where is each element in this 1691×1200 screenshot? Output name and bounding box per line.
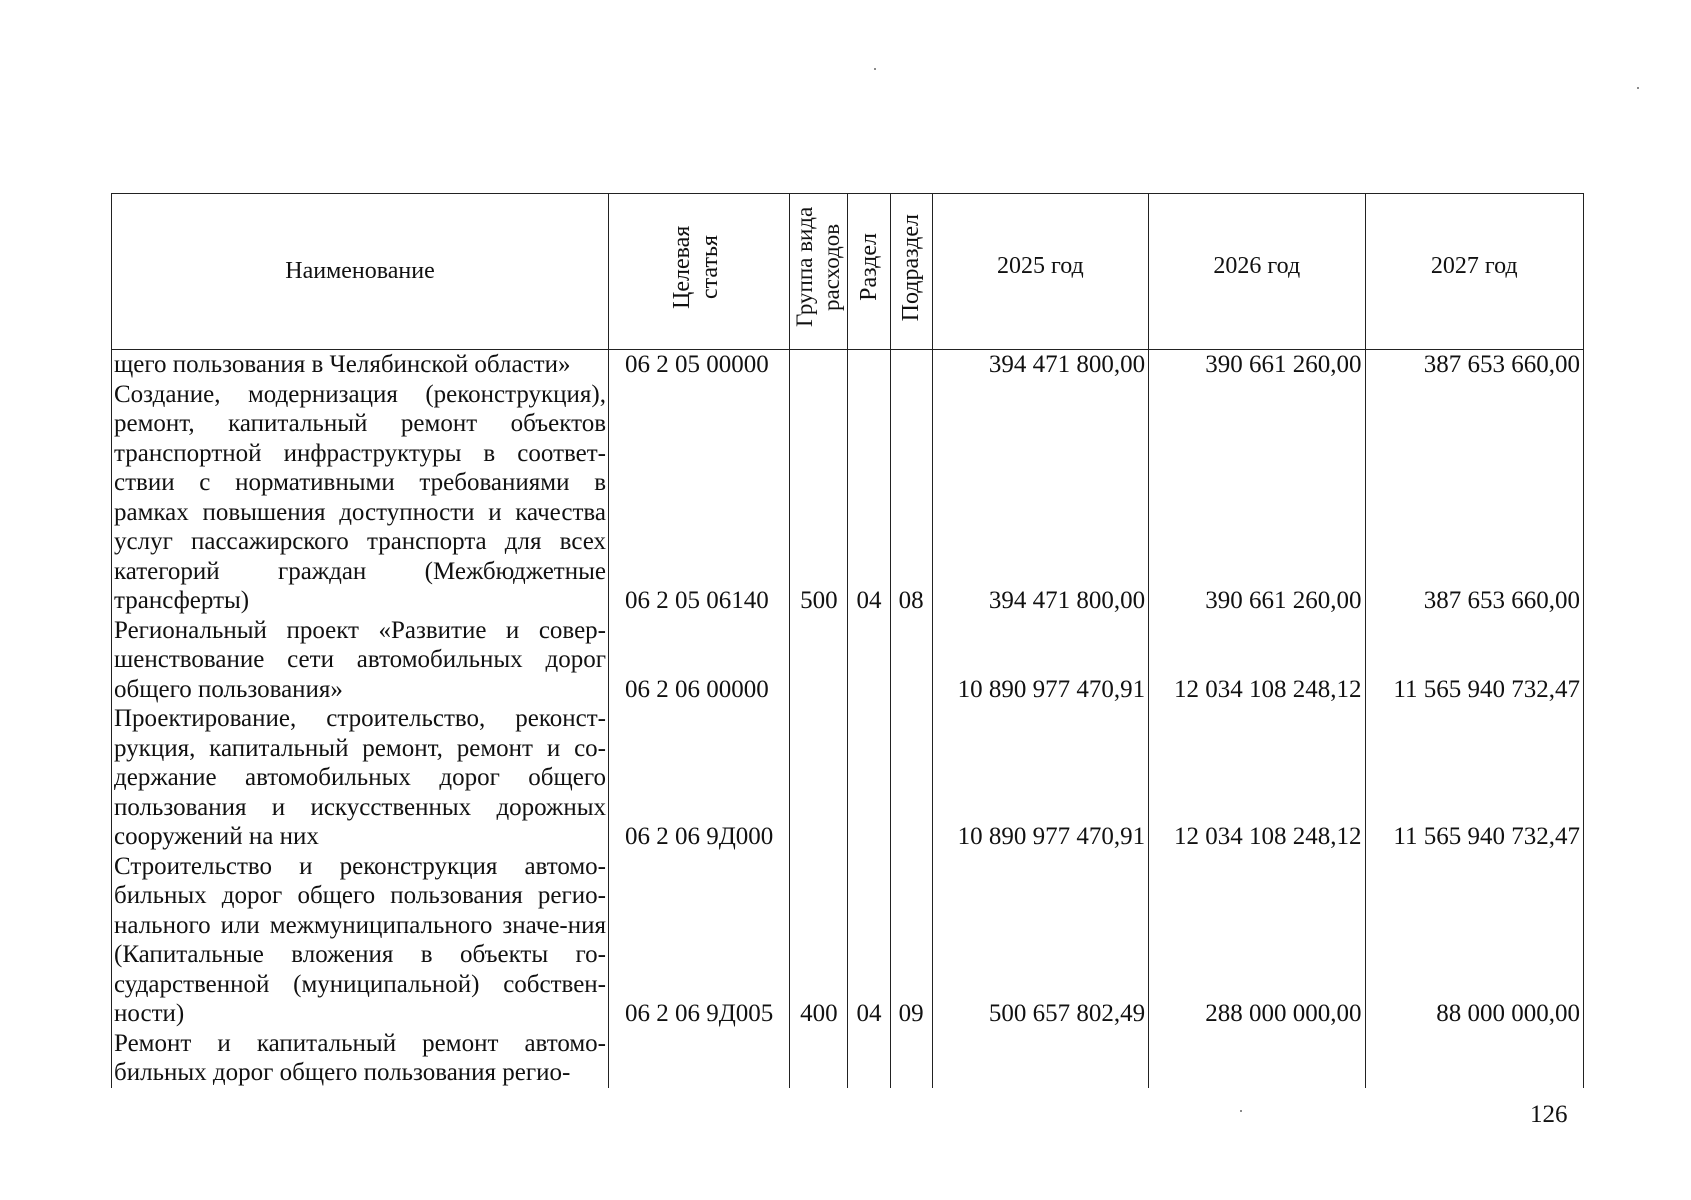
row-subsection [890,1029,932,1088]
row-expense-group: 400 [790,852,848,1029]
row-amount-2025: 394 471 800,00 [932,380,1148,616]
row-amount-2027: 11 565 940 732,47 [1365,704,1584,852]
row-section [848,704,890,852]
row-expense-group [790,350,848,380]
row-target-item: 06 2 05 00000 [609,350,790,380]
row-name: щего пользования в Челябинской области» [112,350,609,380]
row-target-item [609,1029,790,1088]
row-name: Строительство и реконструкция автомо-бильных дорог общего пользования регио-нального или межмуниципального значе-ния (Капитальные вложения в объекты го-сударственной (муниципальной) собствен-ности) [112,852,609,1029]
row-amount-2027 [1365,1029,1584,1088]
budget-table [111,193,1584,1088]
row-amount-2025: 10 890 977 470,91 [932,704,1148,852]
row-name: Региональный проект «Развитие и совер-шенствование сети автомобильных дорог общего пользования» [112,616,609,705]
row-amount-2025: 10 890 977 470,91 [932,616,1148,705]
row-amount-2026: 390 661 260,00 [1149,380,1365,616]
row-subsection: 09 [890,852,932,1029]
table-row [112,704,1584,852]
row-target-item: 06 2 06 00000 [609,616,790,705]
row-amount-2025 [932,1029,1148,1088]
row-section [848,350,890,380]
row-amount-2026: 12 034 108 248,12 [1149,616,1365,705]
header-subsection: Подраздел [890,194,932,350]
row-section: 04 [848,380,890,616]
row-subsection [890,704,932,852]
row-amount-2026 [1149,1029,1365,1088]
table-row [112,616,1584,705]
table-row [112,1029,1584,1088]
scan-speck [1637,87,1639,89]
table-row [112,380,1584,616]
table-row [112,852,1584,1029]
row-amount-2025: 500 657 802,49 [932,852,1148,1029]
row-amount-2025: 394 471 800,00 [932,350,1148,380]
row-section: 04 [848,852,890,1029]
row-amount-2026: 12 034 108 248,12 [1149,704,1365,852]
header-year-2025: 2025 год [932,194,1148,350]
row-subsection: 08 [890,380,932,616]
scan-speck [874,68,876,70]
row-expense-group [790,704,848,852]
header-year-2027: 2027 год [1365,194,1584,350]
row-amount-2027: 11 565 940 732,47 [1365,616,1584,705]
row-name: Проектирование, строительство, реконст-рукция, капитальный ремонт, ремонт и со-держание автомобильных дорог общего пользования и искусственных дорожных сооружений на них [112,704,609,852]
table-header-row [112,194,1584,350]
row-section [848,1029,890,1088]
row-expense-group: 500 [790,380,848,616]
header-name: Наименование [112,194,609,350]
row-expense-group [790,1029,848,1088]
header-expense-group: Группа вида расходов [790,194,848,350]
row-amount-2027: 387 653 660,00 [1365,350,1584,380]
row-name: Ремонт и капитальный ремонт автомо-бильных дорог общего пользования регио- [112,1029,609,1088]
header-section: Раздел [848,194,890,350]
row-target-item: 06 2 06 9Д005 [609,852,790,1029]
row-target-item: 06 2 05 06140 [609,380,790,616]
row-amount-2026: 390 661 260,00 [1149,350,1365,380]
header-target-item: Целевая статья [609,194,790,350]
row-subsection [890,616,932,705]
header-year-2026: 2026 год [1149,194,1365,350]
row-amount-2026: 288 000 000,00 [1149,852,1365,1029]
scan-speck [1240,1110,1242,1112]
row-target-item: 06 2 06 9Д000 [609,704,790,852]
row-subsection [890,350,932,380]
table-row [112,350,1584,380]
row-name: Создание, модернизация (реконструкция), ремонт, капитальный ремонт объектов транспортной инфраструктуры в соответ-ствии с нормативными требованиями в рамках повышения доступности и качества услуг пассажирского транспорта для всех категорий граждан (Межбюджетные трансферты) [112,380,609,616]
page-number: 126 [1530,1101,1568,1128]
row-amount-2027: 387 653 660,00 [1365,380,1584,616]
row-amount-2027: 88 000 000,00 [1365,852,1584,1029]
row-expense-group [790,616,848,705]
row-section [848,616,890,705]
